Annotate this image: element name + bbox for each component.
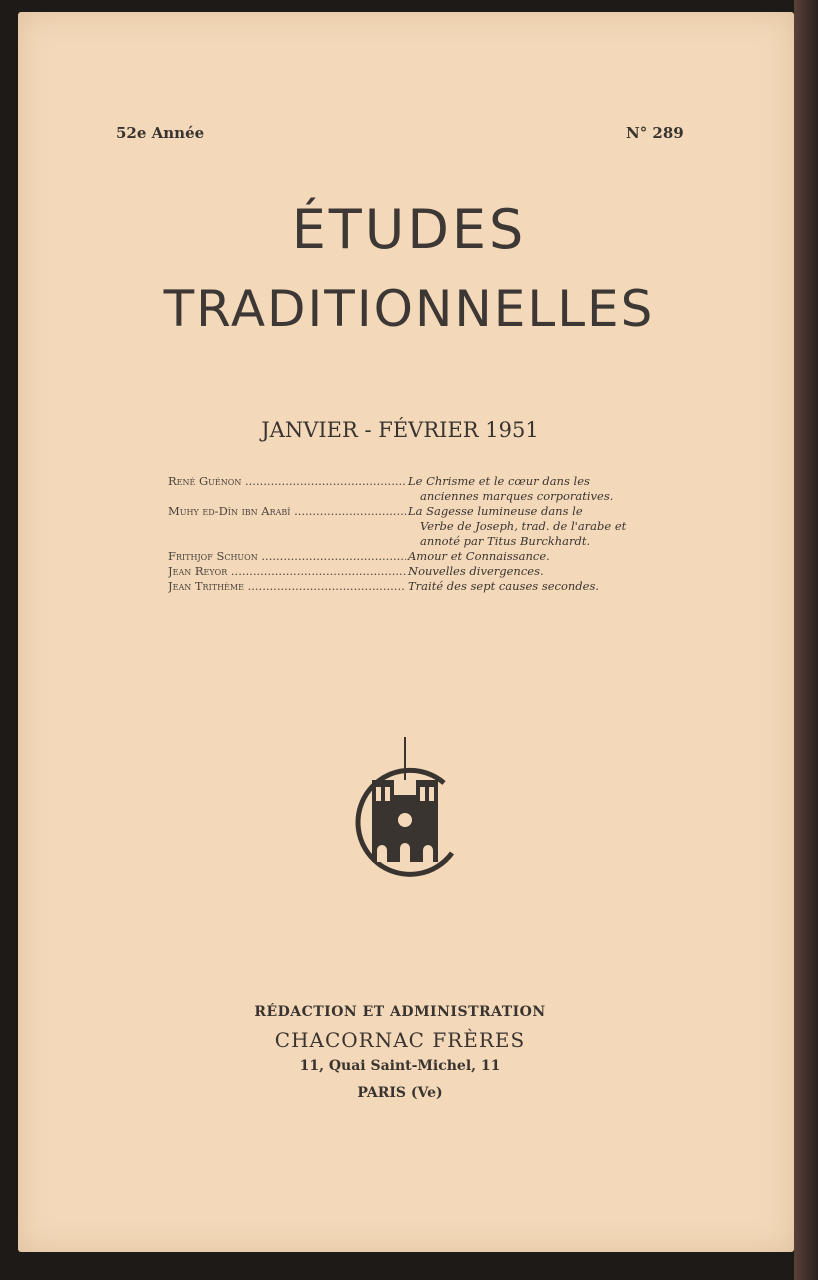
issue-number: N° 289	[626, 124, 684, 142]
toc-author: René Guénon .....	[168, 474, 406, 504]
toc-article: Nouvelles divergences.	[408, 564, 544, 578]
year-label: 52e Année	[116, 124, 205, 142]
toc-entry	[168, 579, 638, 594]
toc-article-cont: Verbe de Joseph, trad. de l'arabe et annoté par Titus Burckhardt.	[420, 519, 627, 548]
toc-article: La Sagesse lumineuse dans le	[408, 504, 583, 518]
toc-entry	[168, 474, 638, 504]
issue-date: JANVIER - FÉVRIER 1951	[261, 418, 539, 442]
toc-entry	[168, 564, 638, 579]
footer-publisher: CHACORNAC FRÈRES	[274, 1028, 526, 1052]
footer-address: 11, Quai Saint-Michel, 11	[299, 1058, 501, 1074]
footer-editorial: RÉDACTION ET ADMINISTRATION	[254, 1004, 546, 1020]
toc-entry	[168, 504, 638, 549]
toc-article: Amour et Connaissance.	[408, 549, 550, 563]
toc-article-cont: anciennes marques corporatives.	[420, 489, 614, 503]
toc-article: Le Chrisme et le cœur dans les	[408, 474, 590, 488]
toc-author: Frithjof Schuon .....	[168, 549, 406, 564]
cathedral-c-logo-icon	[340, 735, 460, 885]
table-of-contents	[168, 474, 638, 594]
title-line-1: ÉTUDES	[291, 198, 527, 261]
title-line-2: TRADITIONNELLES	[163, 280, 655, 338]
footer-city: PARIS (Ve)	[357, 1085, 443, 1101]
toc-entry	[168, 549, 638, 564]
toc-author: Jean Trithème .....	[168, 579, 406, 594]
toc-author: Muhy ed-Dîn ibn Arabî .....	[168, 504, 406, 549]
toc-article: Traité des sept causes secondes.	[408, 579, 600, 593]
toc-author: Jean Reyor .....	[168, 564, 406, 579]
